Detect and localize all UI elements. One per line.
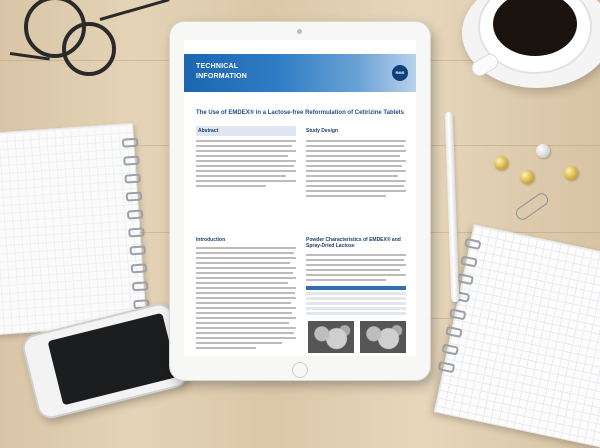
spiral-ring [131, 263, 148, 273]
text-line [196, 170, 296, 172]
text-line [306, 165, 402, 167]
sem-image-left [308, 321, 354, 353]
text-line [196, 302, 291, 304]
text-line [196, 287, 296, 289]
table-row [306, 292, 406, 295]
text-line [196, 312, 292, 314]
text-line [306, 150, 406, 152]
section-study-design: Study Design [306, 128, 338, 134]
table-row [306, 297, 406, 300]
text-line [196, 277, 296, 279]
spiral-notebook-left [0, 123, 147, 335]
text-line [196, 165, 294, 167]
text-line [196, 322, 289, 324]
text-line [306, 269, 400, 271]
company-logo: RMS [392, 65, 408, 81]
text-line [196, 332, 294, 334]
push-pin [494, 156, 508, 170]
text-line [196, 282, 288, 284]
spiral-ring [122, 138, 139, 148]
spiral-ring [132, 281, 149, 291]
tablet-home-button [292, 362, 308, 378]
text-line [196, 175, 286, 177]
banner-line-1: TECHNICAL [196, 63, 239, 70]
text-line [306, 259, 404, 261]
tablet-camera [297, 29, 302, 34]
glasses-arm [100, 0, 170, 21]
text-line [196, 272, 293, 274]
spiral-ring [438, 361, 456, 373]
paper-clip [514, 191, 551, 222]
table-row [306, 312, 406, 315]
text-line [196, 160, 296, 162]
push-pin [564, 166, 578, 180]
push-pin [520, 170, 534, 184]
text-line [306, 279, 386, 281]
push-pin [536, 144, 550, 158]
table-row [306, 302, 406, 305]
text-line [196, 347, 256, 349]
text-line [196, 307, 296, 309]
table-header [306, 286, 406, 290]
text-line [196, 155, 288, 157]
text-line [306, 195, 386, 197]
spiral-ring [128, 227, 145, 237]
text-line [306, 160, 406, 162]
tablet-screen [184, 40, 416, 356]
text-line [196, 327, 296, 329]
text-line [196, 297, 296, 299]
text-line [196, 247, 296, 249]
text-line [196, 342, 282, 344]
banner-line-2: INFORMATION [196, 73, 248, 80]
text-line [306, 264, 406, 266]
text-line [306, 170, 406, 172]
text-line [306, 140, 406, 142]
phone-screen [48, 313, 178, 406]
text-line [306, 180, 406, 182]
text-line [306, 185, 404, 187]
text-line [196, 140, 296, 142]
text-line [306, 190, 406, 192]
spiral-ring [124, 174, 141, 184]
text-line [306, 274, 406, 276]
section-introduction: Introduction [196, 237, 226, 243]
text-line [196, 262, 290, 264]
text-line [196, 292, 295, 294]
spiral-ring [460, 255, 478, 267]
pen [445, 112, 460, 302]
text-line [196, 185, 266, 187]
section-abstract: Abstract [198, 128, 219, 134]
text-line [196, 317, 296, 319]
text-line [306, 155, 400, 157]
spiral-ring [127, 209, 144, 219]
text-line [196, 267, 296, 269]
table-row [306, 307, 406, 310]
section-powder-characteristics: Powder Characteristics of EMDEX® and Spray-Dried Lactose [306, 237, 401, 249]
glasses-lens-right [62, 22, 116, 76]
spiral-notebook-right [434, 224, 600, 448]
spiral-ring [456, 273, 474, 285]
text-line [306, 175, 398, 177]
text-line [306, 254, 406, 256]
text-line [196, 337, 296, 339]
text-line [196, 145, 292, 147]
spiral-ring [445, 326, 463, 338]
spiral-ring [464, 238, 482, 250]
spiral-ring [123, 156, 140, 166]
tablet-device [170, 22, 430, 380]
text-line [196, 257, 296, 259]
spiral-ring [129, 245, 146, 255]
document-banner [184, 54, 416, 92]
document-title: The Use of EMDEX® in a Lactose-free Reformulation of Cetirizine Tablets [195, 110, 404, 116]
text-line [196, 150, 296, 152]
text-line [196, 252, 294, 254]
spiral-ring [442, 343, 460, 355]
text-line [306, 145, 404, 147]
text-line [196, 180, 296, 182]
spiral-ring [126, 191, 143, 201]
sem-image-right [360, 321, 406, 353]
